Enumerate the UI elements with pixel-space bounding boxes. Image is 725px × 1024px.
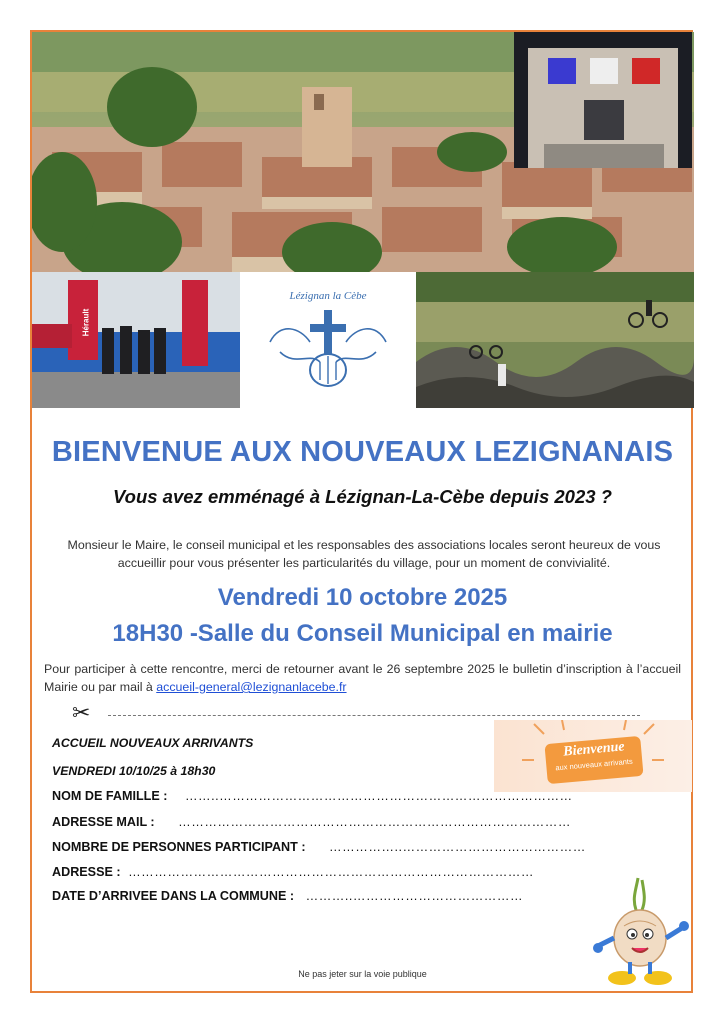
event-date: Vendredi 10 octobre 2025 bbox=[217, 584, 508, 611]
field-label: NOM DE FAMILLE : bbox=[52, 789, 168, 803]
field-dots[interactable]: ……..……………………………………………………………………… bbox=[184, 789, 573, 803]
field-dots[interactable]: ……………..…………………………………… bbox=[329, 840, 586, 854]
field-family-name bbox=[52, 789, 573, 803]
field-address bbox=[52, 865, 534, 879]
logo-text: Lézignan la Cèbe bbox=[289, 290, 367, 302]
email-link[interactable]: accueil-general@lezignanlacebe.fr bbox=[156, 680, 347, 694]
field-label: NOMBRE DE PERSONNES PARTICIPANT : bbox=[52, 840, 306, 854]
village-logo bbox=[240, 272, 416, 408]
event-place: 18H30 -Salle du Conseil Municipal en mairie bbox=[112, 620, 613, 647]
field-dots[interactable]: ……………………………………………………………………………… bbox=[178, 815, 571, 829]
form-heading: ACCUEIL NOUVEAUX ARRIVANTS bbox=[52, 736, 254, 750]
cut-line bbox=[108, 715, 640, 716]
form-date: VENDREDI 10/10/25 à 18h30 bbox=[52, 764, 216, 778]
contact-paragraph bbox=[44, 660, 681, 696]
contact-text: Pour participer à cette rencontre, merci de retourner avant le 26 septembre 2025 le bulletin d’inscription à l’accueil Mairie ou par mail à bbox=[44, 662, 681, 694]
badge-line1: Bienvenue bbox=[562, 739, 626, 760]
subtitle: Vous avez emménagé à Lézignan-La-Cèbe depuis 2023 ? bbox=[113, 486, 612, 507]
field-dots[interactable]: ………..………………………………… bbox=[305, 889, 524, 903]
pumptrack-photo bbox=[416, 272, 694, 408]
page-title: BIENVENUE AUX NOUVEAUX LEZIGNANAIS bbox=[51, 436, 674, 468]
field-label: ADRESSE MAIL : bbox=[52, 815, 155, 829]
badge-line2: aux nouveaux arrivants bbox=[554, 756, 634, 773]
field-dots[interactable]: ………………………………………………………………………………… bbox=[128, 865, 534, 879]
welcome-badge bbox=[494, 720, 692, 792]
mairie-night-photo bbox=[514, 32, 692, 168]
field-participants bbox=[52, 840, 586, 854]
banner-herault-label: Hérault bbox=[81, 308, 91, 337]
field-email bbox=[52, 815, 571, 829]
field-label: DATE D’ARRIVEE DANS LA COMMUNE : bbox=[52, 889, 295, 903]
footer-note: Ne pas jeter sur la voie publique bbox=[298, 969, 427, 979]
field-arrival-date bbox=[52, 889, 523, 903]
intro-paragraph: Monsieur le Maire, le conseil municipal et les responsables des associations locales seront heureux de vous accueillir pour vous présenter les particularités du village, pour un moment de convivialité. bbox=[67, 538, 661, 570]
scissors-icon: ✂ bbox=[72, 700, 91, 725]
inauguration-photo bbox=[32, 272, 240, 408]
field-label: ADRESSE : bbox=[52, 865, 121, 879]
